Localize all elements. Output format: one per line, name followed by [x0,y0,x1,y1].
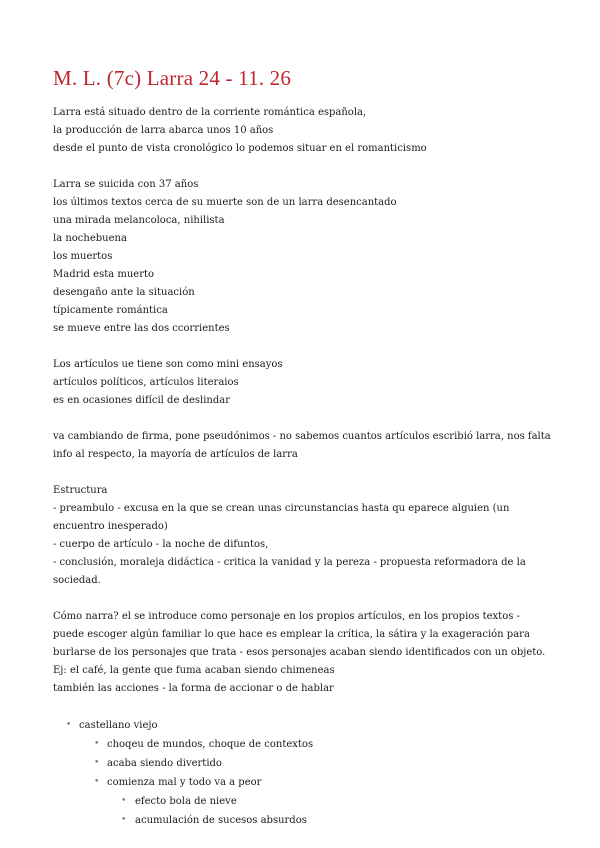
text-block: va cambiando de firma, pone pseudónimos - no sabemos cuantos artículos escribió larra, nos falta info al respecto, la mayoría de artículos de larra [53,431,551,460]
list-item [53,773,553,792]
paragraph-intro [53,104,553,158]
list-item [53,792,553,811]
bullet-list [53,716,553,830]
list-item [53,754,553,773]
bullet-icon: • [121,796,127,806]
list-item-text: acumulación de sucesos absurdos [135,815,307,826]
text-line: la producción de larra abarca unos 10 años [53,125,274,136]
list-item [53,716,553,735]
bullet-icon: • [66,720,72,730]
list-item-text: choqeu de mundos, choque de contextos [107,739,314,750]
text-line: Larra se suicida con 37 años [53,179,199,190]
text-line: también las acciones - la forma de accionar o de hablar [53,683,334,694]
text-line: desengaño ante la situación [53,287,195,298]
paragraph-pseudonyms [53,428,553,464]
text-line: es en ocasiones difícil de deslindar [53,395,230,406]
text-line: desde el punto de vista cronológico lo podemos situar en el romanticismo [53,143,427,154]
structure-item-conclusion: - conclusión, moraleja didáctica - critica la vanidad y la pereza - propuesta reformadora de la sociedad. [53,557,526,586]
list-item [53,811,553,830]
text-line: Madrid esta muerto [53,269,155,280]
paragraph-narration [53,608,553,698]
document-body [53,104,553,830]
bullet-icon: • [94,739,100,749]
bullet-icon: • [94,758,100,768]
list-item-text: efecto bola de nieve [135,796,237,807]
bullet-icon: • [121,815,127,825]
text-line: una mirada melancoloca, nihilista [53,215,225,226]
paragraph-articles [53,356,553,410]
text-line: se mueve entre las dos ccorrientes [53,323,230,334]
list-item-text: acaba siendo divertido [107,758,222,769]
structure-item-body: - cuerpo de artículo - la noche de difuntos, [53,539,269,550]
list-item-text: comienza mal y todo va a peor [107,777,262,788]
paragraph-suicide [53,176,553,338]
text-line: artículos políticos, artículos literaios [53,377,239,388]
document-title: M. L. (7c) Larra 24 - 11. 26 [53,66,292,90]
text-line: los muertos [53,251,113,262]
section-heading: Estructura [53,485,108,496]
text-line: la nochebuena [53,233,127,244]
text-line: típicamente romántica [53,305,168,316]
list-item-text: castellano viejo [79,720,158,731]
list-item [53,735,553,754]
text-line: los últimos textos cerca de su muerte son de un larra desencantado [53,197,397,208]
paragraph-structure [53,482,553,590]
structure-item-preamble: - preambulo - excusa en la que se crean unas circunstancias hasta qu eparece alguien (un encuentro inesperado) [53,503,510,532]
text-block: Cómo narra? el se introduce como personaje en los propios artículos, en los propios textos - puede escoger algún familiar lo que hace es emplear la crítica, la sátira y la exageración para burlarse de los personajes que trata - esos personajes acaban siendo identificados con un objeto. Ej: el café, la gente que fuma acaban siendo chimeneas [53,611,546,676]
text-line: Los artículos ue tiene son como mini ensayos [53,359,283,370]
bullet-icon: • [94,777,100,787]
text-line: Larra está situado dentro de la corriente romántica española, [53,107,367,118]
